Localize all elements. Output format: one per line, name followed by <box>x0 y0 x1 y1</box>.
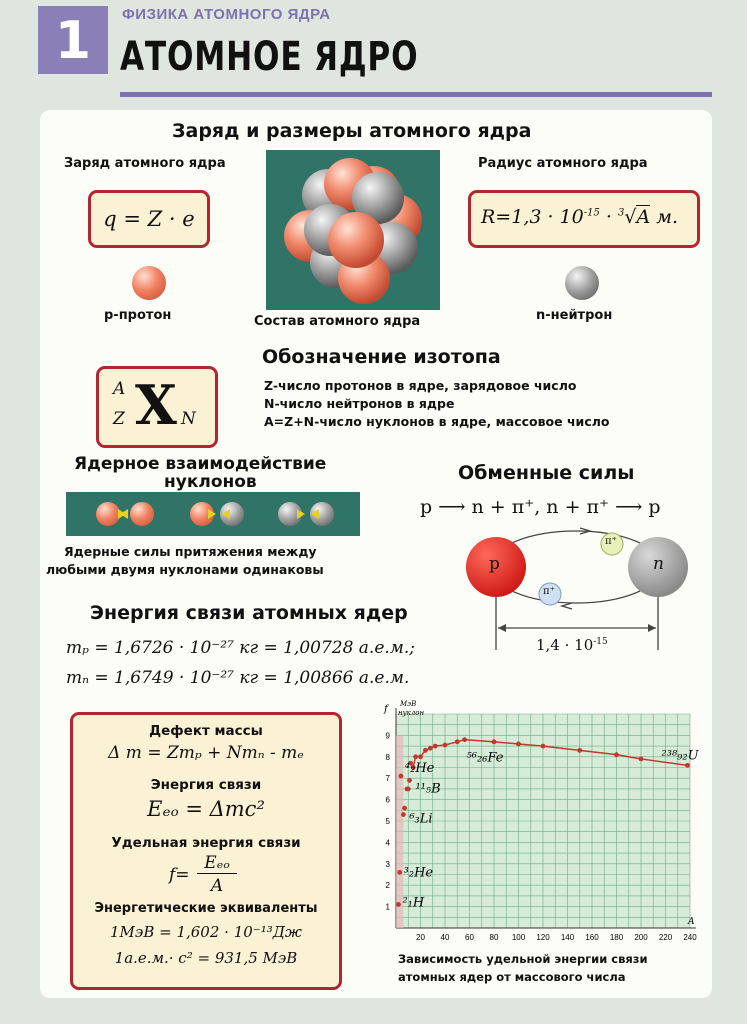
chart-y-axis-label: f <box>384 704 388 715</box>
chart-annotation: ³₂He <box>403 865 434 881</box>
isotope-symbol-n: N <box>181 409 196 429</box>
chart-x-tick-label: 140 <box>560 933 575 942</box>
equivalent-line-1: 1МэВ = 1,602 · 10⁻¹³Дж <box>110 923 302 941</box>
chart-data-point <box>406 787 411 792</box>
isotope-symbol-a: A <box>113 379 126 399</box>
chart-y-tick-label: 4 <box>385 838 390 848</box>
specific-formula-lhs: f= <box>169 865 190 885</box>
nucleus-image <box>266 150 440 310</box>
interaction-caption-1: Ядерные силы притяжения между <box>64 544 317 559</box>
chart-x-tick-label: 60 <box>465 933 474 942</box>
chart-y-tick-label: 3 <box>385 859 390 869</box>
binding-energy-title: Энергия связи <box>150 777 262 793</box>
interaction-caption-2: любыми двумя нуклонами одинаковы <box>46 562 324 577</box>
chart-data-point <box>418 754 423 759</box>
isotope-heading: Обозначение изотопа <box>262 346 501 368</box>
chart-annotation: ²₁H <box>402 895 425 911</box>
chart-y-unit-num: МэВ <box>400 700 417 708</box>
radius-label: Радиус атомного ядра <box>478 156 648 171</box>
chart-caption-1: Зависимость удельной энергии связи <box>398 952 648 966</box>
equivalent-line-2: 1а.е.м.· c² = 931,5 МэВ <box>114 949 298 967</box>
mass-defect-box <box>70 712 342 990</box>
chart-data-point <box>492 739 497 744</box>
binding-energy-chart <box>360 696 700 946</box>
interaction-heading-2: нуклонов <box>164 472 257 492</box>
exchange-p-label: p <box>489 554 500 574</box>
mass-defect-title: Дефект массы <box>149 723 263 739</box>
neutron-ball <box>565 266 599 300</box>
chart-data-point <box>455 739 460 744</box>
radius-formula: $R=1,3 \cdot 10^{-15} \cdot ^3√A$ м. <box>481 206 679 228</box>
exchange-n-label: n <box>653 554 664 574</box>
radius-formula-box <box>468 190 700 248</box>
charge-size-heading: Заряд и размеры атомного ядра <box>172 120 532 142</box>
chart-annotation: ¹¹₅B <box>415 781 441 797</box>
chart-data-point <box>399 774 404 779</box>
nucleus-label: Состав атомного ядра <box>254 314 421 329</box>
chart-annotation: ²³⁸₉₂U <box>661 748 699 764</box>
proton-mass-line: mₚ = 1,6726 · 10⁻²⁷ кг = 1,00728 а.е.м.; <box>66 638 416 658</box>
proton-label: p-протон <box>104 308 172 323</box>
pion-label-bottom: π⁺ <box>543 586 555 597</box>
chart-x-tick-label: 180 <box>609 933 624 942</box>
chart-data-point <box>577 748 582 753</box>
chart-data-point <box>614 752 619 757</box>
chart-y-tick-label: 8 <box>385 752 390 762</box>
mass-defect-formula: Δ m = Zmₚ + Nmₙ - mₑ <box>108 743 304 763</box>
chart-data-point <box>423 748 428 753</box>
isotope-symbol-x: X <box>135 373 177 437</box>
chart-data-point <box>413 754 418 759</box>
chapter-badge: 1 <box>38 6 108 74</box>
isotope-symbol-z: Z <box>113 409 125 429</box>
interaction-strip <box>66 492 360 536</box>
chart-annotation: ⁶₃Li <box>409 811 433 827</box>
chart-data-point <box>428 746 433 751</box>
exchange-reaction: p ⟶ n + π⁺, n + π⁺ ⟶ p <box>420 496 661 518</box>
chart-data-point <box>516 742 521 747</box>
chart-data-point <box>397 870 402 875</box>
chart-data-point <box>639 757 644 762</box>
chart-y-tick-label: 5 <box>385 817 390 826</box>
specific-energy-title: Удельная энергия связи <box>111 835 301 851</box>
page-title: АТОМНОЕ ЯДРО <box>120 34 419 80</box>
chart-x-tick-label: 40 <box>440 933 450 942</box>
exchange-distance: $1,4 \cdot 10^{-15}$ <box>536 636 608 654</box>
specific-formula-num: Eₑₒ <box>197 853 237 874</box>
chart-x-tick-label: 200 <box>634 933 648 942</box>
chart-annotation: ⁵⁶₂₆Fe <box>466 750 504 766</box>
charge-label: Заряд атомного ядра <box>64 156 226 171</box>
neutron-mass-line: mₙ = 1,6749 · 10⁻²⁷ кг = 1,00866 а.е.м. <box>66 668 410 688</box>
chart-annotation: ⁴₂He <box>404 761 435 777</box>
chart-y-tick-label: 1 <box>385 902 390 912</box>
chart-data-point <box>541 744 546 749</box>
chart-y-unit-den: нуклон <box>398 709 425 717</box>
attraction-arrows <box>66 492 360 536</box>
binding-heading: Энергия связи атомных ядер <box>90 602 408 624</box>
nucleus-illustration <box>266 150 440 310</box>
chart-y-tick-label: 6 <box>385 795 390 805</box>
chart-data-point <box>462 737 467 742</box>
specific-formula-den: A <box>210 876 224 896</box>
chart-data-point <box>401 812 406 817</box>
chart-data-point <box>396 902 401 907</box>
chart-x-tick-label: 240 <box>683 933 697 942</box>
chart-x-tick-label: 20 <box>416 933 425 942</box>
chart-x-tick-label: 160 <box>585 933 599 942</box>
proton-ball <box>132 266 166 300</box>
interaction-heading-1: Ядерное взаимодействие <box>74 454 327 474</box>
chart-data-point <box>407 778 412 783</box>
pion-label-top: π⁺ <box>605 536 617 547</box>
chart-y-tick-label: 7 <box>385 774 390 784</box>
chart-data-point <box>433 744 438 749</box>
chart-x-tick-label: 80 <box>489 933 499 942</box>
chart-x-tick-label: 120 <box>536 933 550 942</box>
isotope-line-z: Z-число протонов в ядре, зарядовое число <box>264 378 577 393</box>
chart-data-point <box>685 763 690 768</box>
chart-y-tick-label: 9 <box>385 731 390 741</box>
equivalents-title: Энергетические эквиваленты <box>94 901 318 916</box>
chart-caption-2: атомных ядер от массового числа <box>398 970 626 984</box>
chart-x-tick-label: 100 <box>511 933 526 942</box>
neutron-label: n-нейтрон <box>536 308 613 323</box>
charge-formula: q = Z · e <box>103 207 195 231</box>
binding-energy-formula: Eₑₒ = Δmc² <box>147 797 265 821</box>
isotope-symbol-box <box>96 366 218 448</box>
chart-y-tick-label: 2 <box>385 881 390 891</box>
title-underline <box>120 92 712 97</box>
chart-x-tick-label: 220 <box>658 933 673 942</box>
isotope-line-n: N-число нейтронов в ядре <box>264 396 455 411</box>
exchange-heading: Обменные силы <box>458 462 635 484</box>
chart-data-point <box>443 743 448 748</box>
chart-data-point <box>402 806 407 811</box>
charge-formula-box <box>88 190 210 248</box>
chart-x-axis-label: A <box>688 917 695 927</box>
series-title: ФИЗИКА АТОМНОГО ЯДРА <box>122 6 331 23</box>
isotope-line-a: A=Z+N-число нуклонов в ядре, массовое число <box>264 414 610 429</box>
